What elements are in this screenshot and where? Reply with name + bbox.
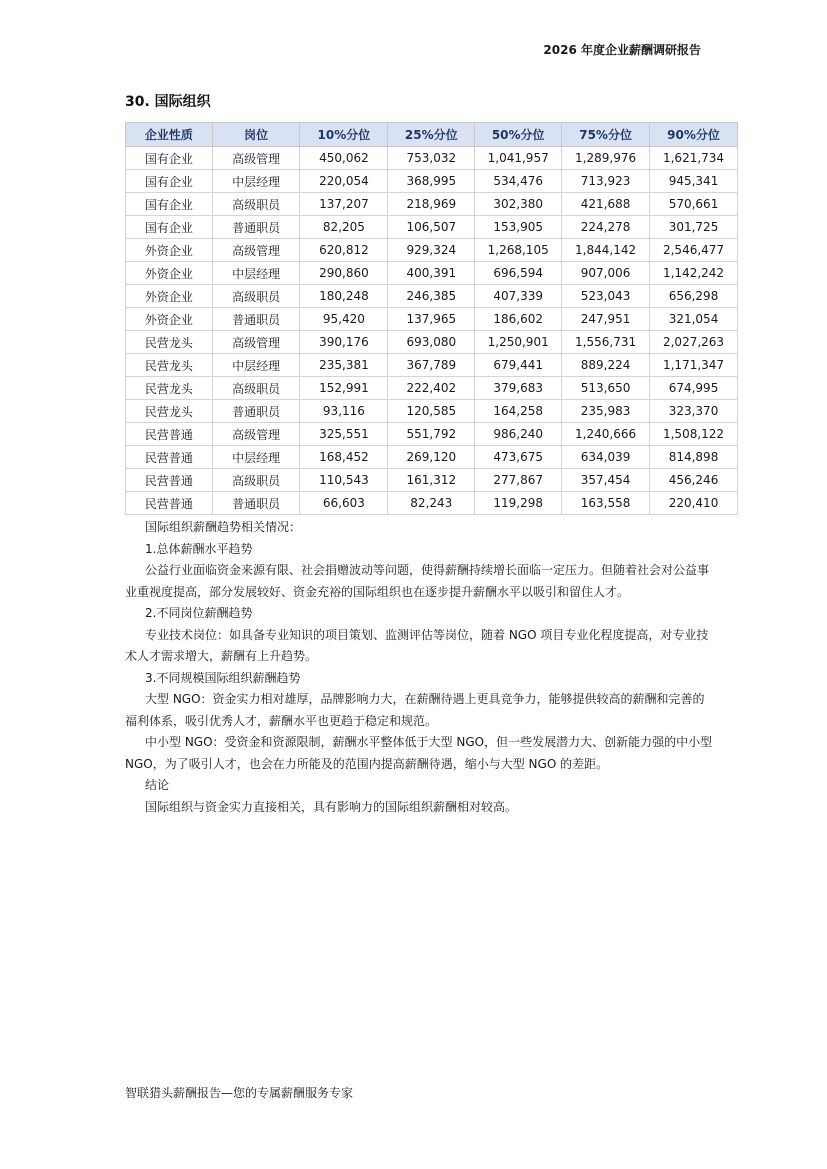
table-cell: 945,341 (650, 170, 738, 193)
table-row (126, 469, 738, 492)
table-cell: 186,602 (475, 308, 562, 331)
table-cell: 986,240 (475, 423, 562, 446)
table-cell: 367,789 (388, 354, 475, 377)
table-cell: 普通职员 (212, 308, 300, 331)
table-cell: 民营普通 (126, 446, 213, 469)
table-cell: 高级管理 (212, 423, 300, 446)
table-cell: 301,725 (650, 216, 738, 239)
table-cell: 400,391 (388, 262, 475, 285)
table-row (126, 446, 738, 469)
table-cell: 218,969 (388, 193, 475, 216)
table-cell: 889,224 (562, 354, 650, 377)
table-cell: 473,675 (475, 446, 562, 469)
column-header: 50%分位 (475, 123, 562, 147)
table-cell: 1,142,242 (650, 262, 738, 285)
table-body (126, 147, 738, 515)
table-cell: 302,380 (475, 193, 562, 216)
table-cell: 中层经理 (212, 446, 300, 469)
table-cell: 534,476 (475, 170, 562, 193)
table-cell: 321,054 (650, 308, 738, 331)
table-cell: 390,176 (300, 331, 388, 354)
paragraph: 大型 NGO：资金实力相对雄厚，品牌影响力大，在薪酬待遇上更具竞争力，能够提供较高的薪酬和完善的福利体系，吸引优秀人才，薪酬水平也更趋于稳定和规范。 (125, 692, 705, 728)
paragraph: 3.不同规模国际组织薪酬趋势 (145, 670, 301, 685)
paragraph: 结论 (145, 778, 170, 792)
table-row (126, 423, 738, 446)
table-cell: 中层经理 (212, 262, 300, 285)
table-cell: 普通职员 (212, 400, 300, 423)
table-cell: 323,370 (650, 400, 738, 423)
table-cell: 民营龙头 (126, 331, 213, 354)
table-cell: 456,246 (650, 469, 738, 492)
table-cell: 1,556,731 (562, 331, 650, 354)
table-cell: 137,965 (388, 308, 475, 331)
column-header: 岗位 (212, 123, 300, 147)
table-row (126, 331, 738, 354)
table-row (126, 377, 738, 400)
table-cell: 外资企业 (126, 308, 213, 331)
table-cell: 82,243 (388, 492, 475, 515)
table-cell: 中层经理 (212, 354, 300, 377)
column-header: 10%分位 (300, 123, 388, 147)
table-row (126, 216, 738, 239)
paragraph: 1.总体薪酬水平趋势 (145, 541, 253, 556)
table-cell: 1,508,122 (650, 423, 738, 446)
table-cell: 高级管理 (212, 239, 300, 262)
table-cell: 180,248 (300, 285, 388, 308)
table-cell: 民营普通 (126, 423, 213, 446)
table-cell: 国有企业 (126, 147, 213, 170)
column-header: 90%分位 (650, 123, 738, 147)
section-title: 30. 国际组织 (125, 94, 211, 110)
report-header-title: 2026 年度企业薪酬调研报告 (543, 43, 701, 57)
table-row (126, 170, 738, 193)
table-cell: 民营龙头 (126, 400, 213, 423)
table-cell: 国有企业 (126, 216, 213, 239)
table-row (126, 239, 738, 262)
table-cell: 693,080 (388, 331, 475, 354)
table-cell: 674,995 (650, 377, 738, 400)
table-cell: 1,844,142 (562, 239, 650, 262)
table-cell: 1,171,347 (650, 354, 738, 377)
table-row (126, 400, 738, 423)
table-header-row (126, 123, 738, 147)
table-cell: 民营普通 (126, 492, 213, 515)
table-cell: 95,420 (300, 308, 388, 331)
table-cell: 551,792 (388, 423, 475, 446)
table-cell: 421,688 (562, 193, 650, 216)
table-cell: 1,268,105 (475, 239, 562, 262)
table-cell: 119,298 (475, 492, 562, 515)
table-cell: 163,558 (562, 492, 650, 515)
table-row (126, 285, 738, 308)
table-cell: 357,454 (562, 469, 650, 492)
table-cell: 220,054 (300, 170, 388, 193)
table-cell: 523,043 (562, 285, 650, 308)
table-cell: 222,402 (388, 377, 475, 400)
column-header: 75%分位 (562, 123, 650, 147)
table-cell: 高级职员 (212, 193, 300, 216)
table-cell: 137,207 (300, 193, 388, 216)
table-cell: 国有企业 (126, 170, 213, 193)
table-row (126, 492, 738, 515)
paragraph: 国际组织与资金实力直接相关，具有影响力的国际组织薪酬相对较高。 (145, 799, 518, 814)
table-cell: 247,951 (562, 308, 650, 331)
paragraph: 公益行业面临资金来源有限、社会捐赠波动等问题，使得薪酬持续增长面临一定压力。但随着社会对公益事业重视度提高，部分发展较好、资金充裕的国际组织也在逐步提升薪酬水平以吸引和留住人才。 (125, 563, 710, 599)
column-header: 25%分位 (388, 123, 475, 147)
paragraph: 中小型 NGO：受资金和资源限制，薪酬水平整体低于大型 NGO，但一些发展潜力大、创新能力强的中小型 NGO，为了吸引人才，也会在力所能及的范围内提高薪酬待遇，缩小与大型 NGO 的差距。 (125, 735, 713, 771)
table-cell: 外资企业 (126, 285, 213, 308)
table-row (126, 354, 738, 377)
table-cell: 外资企业 (126, 262, 213, 285)
table-cell: 106,507 (388, 216, 475, 239)
table-cell: 224,278 (562, 216, 650, 239)
table-cell: 161,312 (388, 469, 475, 492)
table-cell: 高级职员 (212, 377, 300, 400)
table-cell: 269,120 (388, 446, 475, 469)
table-cell: 民营普通 (126, 469, 213, 492)
table-cell: 高级管理 (212, 331, 300, 354)
table-cell: 110,543 (300, 469, 388, 492)
table-cell: 高级职员 (212, 285, 300, 308)
table-cell: 普通职员 (212, 492, 300, 515)
table-cell: 713,923 (562, 170, 650, 193)
table-cell: 679,441 (475, 354, 562, 377)
table-cell: 368,995 (388, 170, 475, 193)
table-cell: 164,258 (475, 400, 562, 423)
table-cell: 2,546,477 (650, 239, 738, 262)
paragraph: 2.不同岗位薪酬趋势 (145, 606, 253, 620)
table-cell: 379,683 (475, 377, 562, 400)
table-cell: 国有企业 (126, 193, 213, 216)
table-cell: 82,205 (300, 216, 388, 239)
table-cell: 620,812 (300, 239, 388, 262)
table-cell: 407,339 (475, 285, 562, 308)
table-cell: 168,452 (300, 446, 388, 469)
table-cell: 120,585 (388, 400, 475, 423)
table-cell: 907,006 (562, 262, 650, 285)
table-cell: 513,650 (562, 377, 650, 400)
table-cell: 220,410 (650, 492, 738, 515)
table-cell: 中层经理 (212, 170, 300, 193)
table-cell: 696,594 (475, 262, 562, 285)
table-cell: 277,867 (475, 469, 562, 492)
table-cell: 753,032 (388, 147, 475, 170)
table-cell: 1,240,666 (562, 423, 650, 446)
paragraph: 专业技术岗位：如具备专业知识的项目策划、监测评估等岗位，随着 NGO 项目专业化程度提高，对专业技术人才需求增大，薪酬有上升趋势。 (125, 627, 709, 663)
table-cell: 1,041,957 (475, 147, 562, 170)
table-cell: 929,324 (388, 239, 475, 262)
table-cell: 814,898 (650, 446, 738, 469)
table-cell: 235,381 (300, 354, 388, 377)
table-cell: 1,289,976 (562, 147, 650, 170)
table-cell: 民营龙头 (126, 354, 213, 377)
paragraph: 国际组织薪酬趋势相关情况： (145, 520, 302, 534)
salary-table (125, 122, 738, 515)
table-cell: 高级职员 (212, 469, 300, 492)
table-row (126, 308, 738, 331)
table-cell: 民营龙头 (126, 377, 213, 400)
table-cell: 570,661 (650, 193, 738, 216)
table-row (126, 193, 738, 216)
table-cell: 152,991 (300, 377, 388, 400)
table-row (126, 147, 738, 170)
column-header: 企业性质 (126, 123, 213, 147)
table-cell: 2,027,263 (650, 331, 738, 354)
table-cell: 1,250,901 (475, 331, 562, 354)
table-cell: 246,385 (388, 285, 475, 308)
footer-text: 智联猎头薪酬报告—您的专属薪酬服务专家 (125, 1086, 354, 1100)
body-text (125, 517, 715, 818)
table-row (126, 262, 738, 285)
table-cell: 634,039 (562, 446, 650, 469)
table-cell: 普通职员 (212, 216, 300, 239)
table-cell: 高级管理 (212, 147, 300, 170)
table-cell: 66,603 (300, 492, 388, 515)
table-cell: 290,860 (300, 262, 388, 285)
table-cell: 1,621,734 (650, 147, 738, 170)
table-cell: 450,062 (300, 147, 388, 170)
table-cell: 235,983 (562, 400, 650, 423)
table-cell: 325,551 (300, 423, 388, 446)
table-cell: 93,116 (300, 400, 388, 423)
table-cell: 外资企业 (126, 239, 213, 262)
table-cell: 656,298 (650, 285, 738, 308)
table-cell: 153,905 (475, 216, 562, 239)
